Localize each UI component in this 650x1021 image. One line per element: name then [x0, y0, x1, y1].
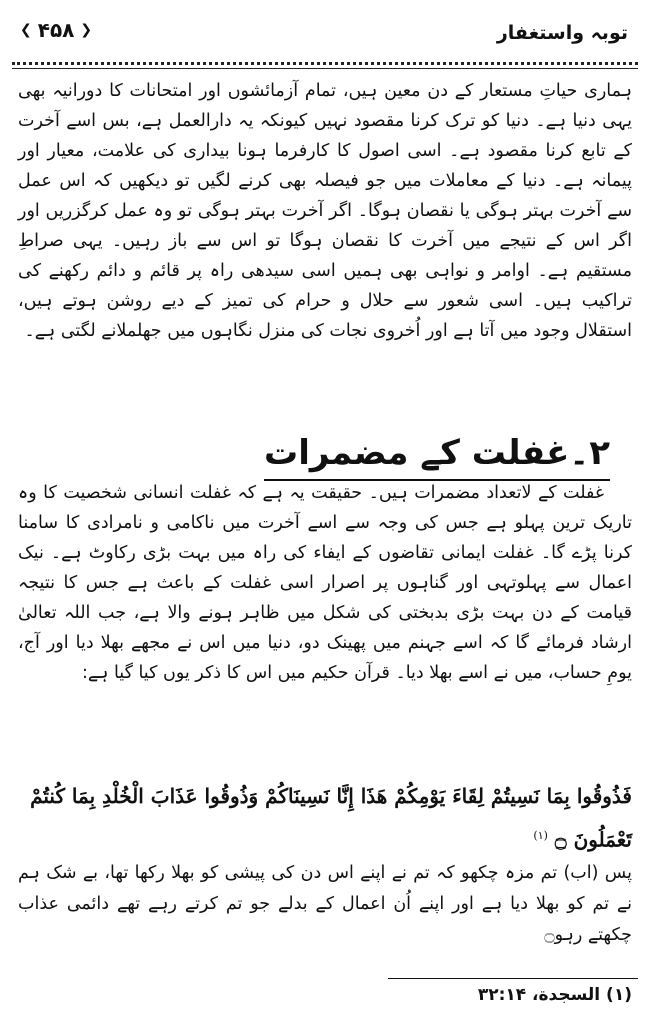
verse-translation: پس (اب) تم مزہ چکھو کہ تم نے اپنے اس دن کی پیشی کو بھلا رکھا تھا، بے شک ہم نے تم کو بھلا دیا ہے اور اپنے اُن اعمال کے بدلے جو تم کرتے رہے تھے دائمی عذاب چکھتے رہو۝ [18, 863, 632, 945]
running-title: توبہ واستغفار [496, 22, 628, 44]
page-number: ۴۵۸ [37, 18, 75, 42]
ornament-left-icon: ❮ [20, 22, 32, 38]
verse-text: فَذُوقُوا بِمَا نَسِيتُمْ لِقَاءَ يَوْمِكُمْ هَذَا إِنَّا نَسِينَاكُمْ وَذُوقُوا عَذَابَ الْخُلْدِ بِمَا كُنتُمْ تَعْمَلُونَ ۝ [30, 784, 632, 852]
header-dotted-rule [12, 62, 638, 65]
paragraph-2: غفلت کے لاتعداد مضمرات ہیں۔ حقیقت یہ ہے کہ غفلت انسانی شخصیت کا وہ تاریک ترین پہلو ہے جس کی وجہ سے اسے آخرت میں ناکامی و نامرادی کا سامنا کرنا پڑے گا۔ غفلت ایمانی تقاضوں کے ایفاء کی راہ میں بہت بڑی رکاوٹ ہے۔ نیک اعمال سے پہلوتہی اور گناہوں پر اصرار اسی غفلت کے باعث ہے جس کا نتیجہ قیامت کے دن بہت بڑی بدبختی کی شکل میں ظاہر ہونے والا ہے، جب اللہ تعالیٰ ارشاد فرمائے گا کہ اسے جہنم میں پھینک دو، دنیا میں اس نے مجھے بھلا دیا اور آج، یومِ حساب، میں نے اسے بھلا دیا۔ قرآن حکیم میں اس کا ذکر یوں کیا گیا ہے: [18, 483, 632, 683]
footnote: (۱) السجدة، ۳۲:۱۴ [477, 985, 632, 1005]
page-header [0, 0, 650, 62]
section-heading: ۲۔غفلت کے مضمرات [264, 432, 610, 481]
section-heading-wrap [264, 432, 610, 481]
ornament-right-icon: ❯ [80, 22, 93, 38]
page-number-block [20, 18, 92, 42]
verse-footnote-marker: (۱) [533, 829, 548, 842]
paragraph-1: ہماری حیاتِ مستعار کے دن معین ہیں، تمام آزمائشوں اور امتحانات کا دورانیہ بھی یہی دنیا ہے۔ دنیا کو ترک کرنا مقصود نہیں کیونکہ یہ دارالعمل ہے، بس اسے آخرت کے تابع کرنا مقصود ہے۔ اسی اصول کا کارفرما ہونا بیداری کی علامت، معیار اور پیمانہ ہے۔ دنیا کے معاملات میں جو فیصلہ بھی کرنے لگیں تو دیکھیں کہ اس عمل سے آخرت بہتر ہوگی یا نقصان ہوگا۔ اگر آخرت بہتر ہوگی تو وہ عمل کرگزریں اور اگر اس کے نتیجے میں آخرت کا نقصان ہوگا تو اس سے باز رہیں۔ یہی صراطِ مستقیم ہے۔ اوامر و نواہی بھی ہمیں اسی سیدھی راہ پر قائم و دائم رکھنے کی تراکیب ہیں۔ اسی شعور سے حلال و حرام کی تمیز کے دیے روشن ہوتے ہیں، استقلال وجود میں آتا ہے اور اُخروی نجات کی منزل نگاہوں میں جھلملانے لگتی ہے۔ [18, 81, 632, 341]
header-rule [12, 68, 638, 69]
quran-verse [18, 776, 632, 860]
footnote-rule [388, 978, 638, 979]
